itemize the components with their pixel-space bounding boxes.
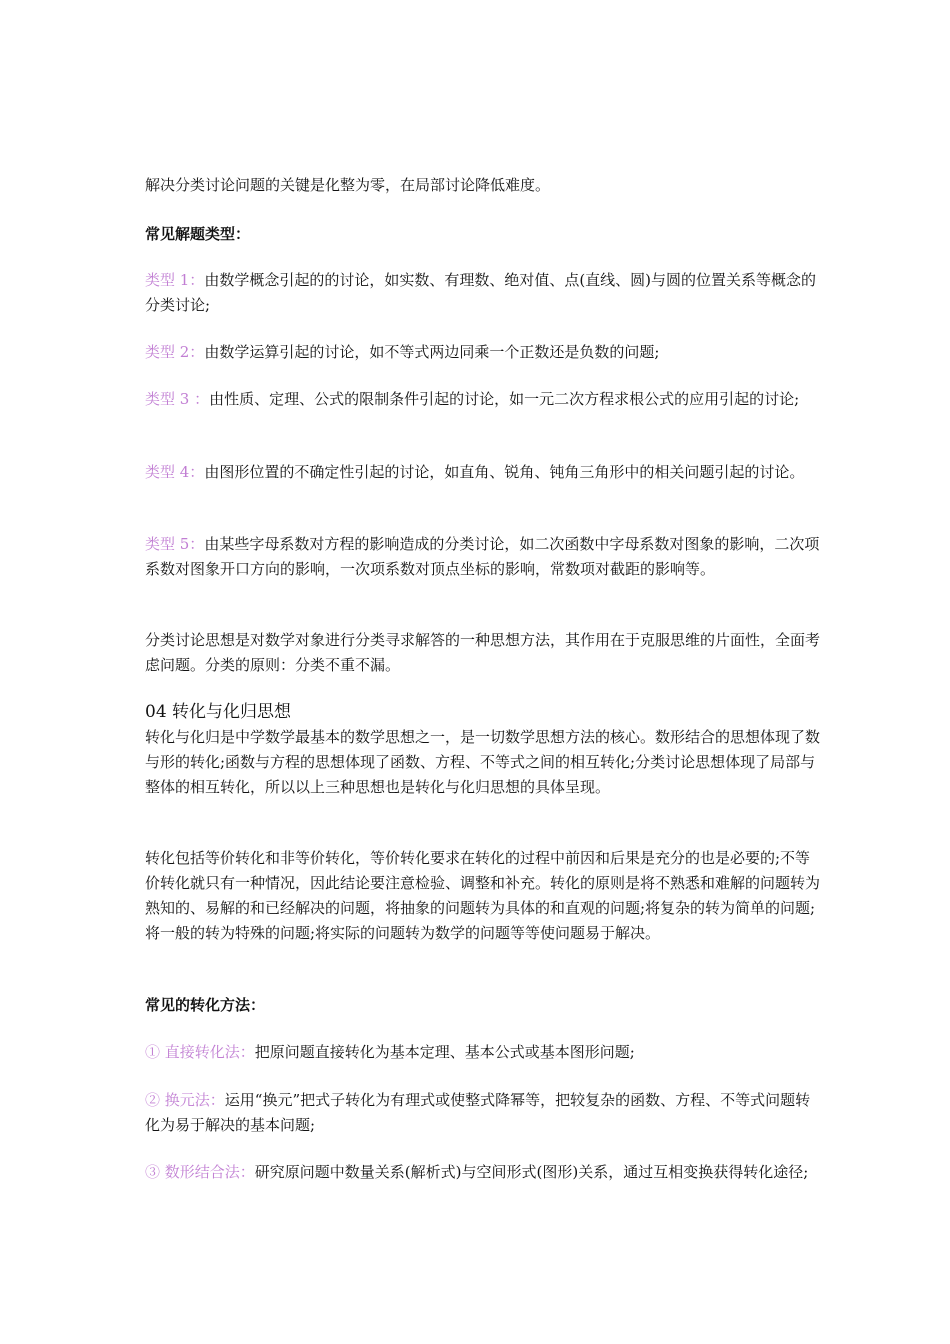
type-text: 由性质、定理、公式的限制条件引起的讨论，如一元二次方程求根公式的应用引起的讨论; [209, 390, 800, 408]
type-text: 由图形位置的不确定性引起的讨论，如直角、锐角、钝角三角形中的相关问题引起的讨论。 [204, 463, 805, 481]
method-item [145, 1160, 825, 1185]
section-paragraph: 转化与化归是中学数学最基本的数学思想之一，是一切数学思想方法的核心。数形结合的思想体现了数与形的转化;函数与方程的思想体现了函数、方程、不等式之间的相互转化;分类讨论思想体现了局部与整体的相互转化，所以以上三种思想也是转化与化归思想的具体呈现。 [145, 728, 821, 796]
type-text: 由数学运算引起的讨论，如不等式两边同乘一个正数还是负数的问题; [204, 343, 660, 361]
type-text: 由某些字母系数对方程的影响造成的分类讨论，如二次函数中字母系数对图象的影响，二次项系数对图象开口方向的影响，一次项系数对顶点坐标的影响，常数项对截距的影响等。 [145, 535, 820, 578]
method-text: 研究原问题中数量关系(解析式)与空间形式(图形)关系，通过互相变换获得转化途径; [254, 1163, 809, 1181]
section-paragraph: 转化包括等价转化和非等价转化，等价转化要求在转化的过程中前因和后果是充分的也是必要的;不等价转化就只有一种情况，因此结论要注意检验、调整和补充。转化的原则是将不熟悉和难解的问题转为熟知的、易解的和已经解决的问题，将抽象的问题转为具体的和直观的问题;将复杂的转为简单的问题;将一般的转为特殊的问题;将实际的问题转为数学的问题等等使问题易于解决。 [145, 849, 821, 942]
type-text: 由数学概念引起的的讨论，如实数、有理数、绝对值、点(直线、圆)与圆的位置关系等概念的分类讨论; [145, 271, 817, 314]
type-label: 类型 3 ： [145, 390, 210, 408]
type-item [145, 460, 825, 485]
method-text: 把原问题直接转化为基本定理、基本公式或基本图形问题; [254, 1043, 635, 1061]
type-label: 类型 4： [145, 463, 205, 481]
types-heading: 常见解题类型： [145, 225, 251, 243]
type-label: 类型 1： [145, 271, 205, 289]
type-item [145, 268, 825, 318]
type-item [145, 532, 825, 582]
method-label: ② 换元法： [145, 1091, 225, 1109]
methods-heading: 常见的转化方法： [145, 996, 266, 1014]
method-label: ① 直接转化法： [145, 1043, 255, 1061]
type-label: 类型 2： [145, 343, 205, 361]
method-item [145, 1040, 825, 1065]
method-item [145, 1088, 825, 1138]
type-item [145, 387, 825, 412]
type-item [145, 340, 825, 365]
type-label: 类型 5： [145, 535, 205, 553]
summary-paragraph: 分类讨论思想是对数学对象进行分类寻求解答的一种思想方法，其作用在于克服思维的片面性，全面考虑问题。分类的原则：分类不重不漏。 [145, 631, 821, 674]
section-title: 04 转化与化归思想 [145, 702, 292, 722]
intro-paragraph: 解决分类讨论问题的关键是化整为零，在局部讨论降低难度。 [145, 176, 551, 194]
method-label: ③ 数形结合法： [145, 1163, 255, 1181]
method-text: 运用“换元”把式子转化为有理式或使整式降幂等，把较复杂的函数、方程、不等式问题转化为易于解决的基本问题; [145, 1091, 811, 1134]
